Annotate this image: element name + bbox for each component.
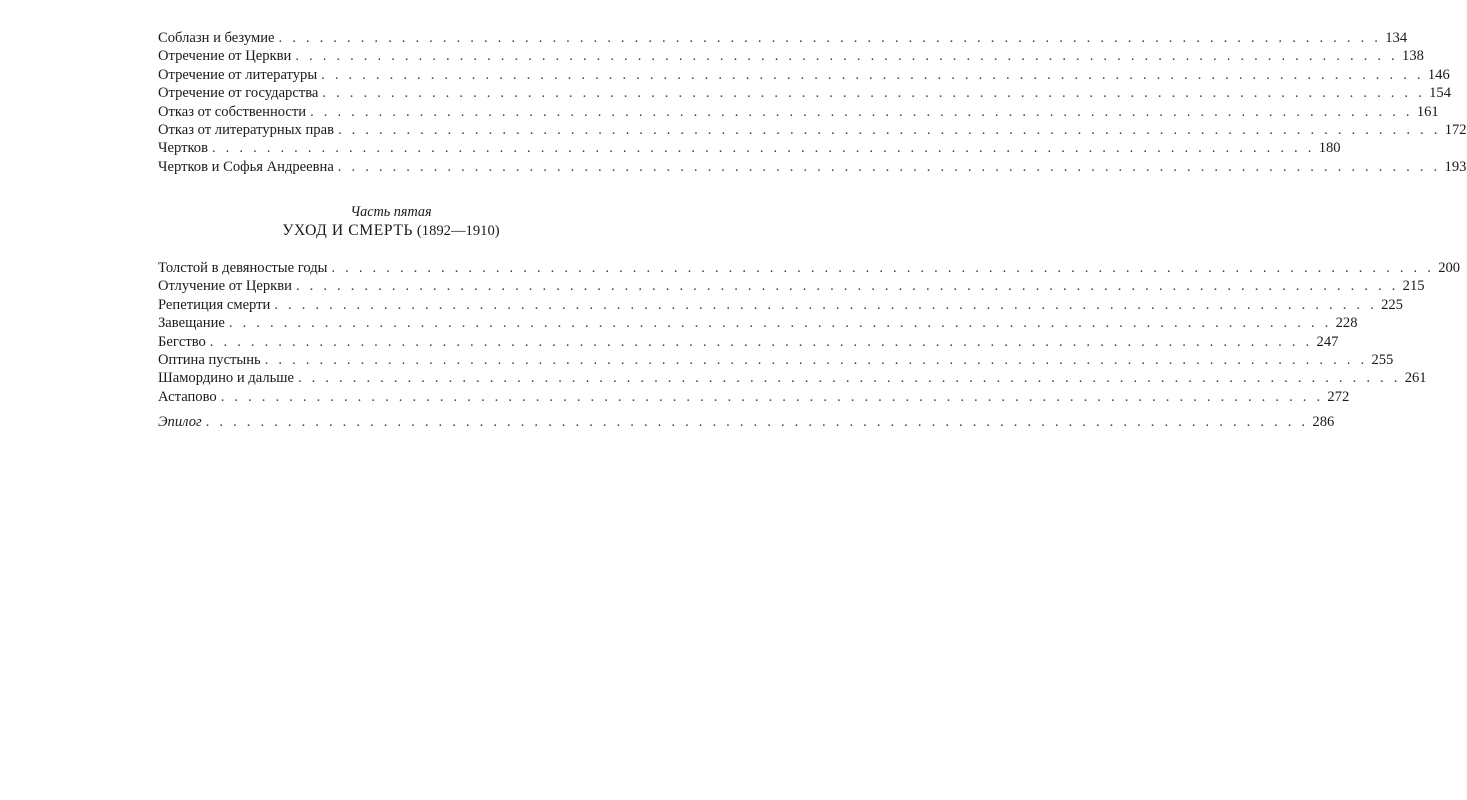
toc-leader: . . . . . . . . . . . . . . . . . . . . . . . . . . . . . . . . . . . . . . . . . . . . . . . . . . . . . . . . . . . . . . . . . . . . . . . . . . . . . . . . . (228, 315, 1332, 332)
toc-entry-title: Шамордино и дальше (158, 370, 294, 387)
toc-entry (158, 84, 1451, 102)
toc-entry (158, 351, 1394, 369)
part-years: (1892—1910) (416, 223, 500, 239)
toc-entry-page: 247 (1316, 333, 1339, 350)
toc-entry-title: Соблазн и безумие (158, 30, 275, 46)
toc-entry (158, 103, 1439, 121)
toc-leader: . . . . . . . . . . . . . . . . . . . . . . . . . . . . . . . . . . . . . . . . . . . . . . . . . . . . . . . . . . . . . . . . . . . . . . . . . . . . . . . . . (209, 333, 1313, 350)
toc-entry-title: Бегство (158, 333, 206, 350)
toc-entry-title: Репетиция смерти (158, 296, 271, 313)
toc-leader: . . . . . . . . . . . . . . . . . . . . . . . . . . . . . . . . . . . . . . . . . . . . . . . . . . . . . . . . . . . . . . . . . . . . . . . . . . . . . . . . . (274, 296, 1377, 313)
toc-leader: . . . . . . . . . . . . . . . . . . . . . . . . . . . . . . . . . . . . . . . . . . . . . . . . . . . . . . . . . . . . . . . . . . . . . . . . . . . . . . . . . (321, 66, 1424, 83)
toc-entry (158, 388, 1350, 406)
toc-list-part5 (158, 259, 1461, 406)
toc-entry-page: 154 (1429, 85, 1451, 102)
toc-entry-page: 180 (1318, 140, 1341, 157)
part-heading (158, 204, 624, 241)
toc-leader: . . . . . . . . . . . . . . . . . . . . . . . . . . . . . . . . . . . . . . . . . . . . . . . . . . . . . . . . . . . . . . . . . . . . . . . . . . . . . . . . . (295, 278, 1399, 295)
toc-entry-title: Отлучение от Церкви (158, 278, 292, 295)
toc-entry-page: 200 (1438, 260, 1461, 276)
toc-entry (158, 277, 1425, 295)
toc-entry-epilogue (158, 413, 1335, 431)
toc-leader: . . . . . . . . . . . . . . . . . . . . . . . . . . . . . . . . . . . . . . . . . . . . . . . . . . . . . . . . . . . . . . . . . . . . . . . . . . . . . . . . . (337, 158, 1441, 175)
toc-entry-page: 172 (1444, 121, 1467, 138)
toc-entry-page: 215 (1402, 278, 1425, 295)
toc-entry (158, 139, 1341, 157)
toc-leader: . . . . . . . . . . . . . . . . . . . . . . . . . . . . . . . . . . . . . . . . . . . . . . . . . . . . . . . . . . . . . . . . . . . . . . . . . . . . . . . . . (264, 351, 1368, 368)
toc-entry (158, 314, 1358, 332)
toc-entry-title: Отказ от литературных прав (158, 121, 334, 138)
toc-entry-page: 261 (1404, 370, 1427, 387)
toc-list-top (158, 29, 1467, 176)
toc-entry-title: Отречение от литературы (158, 66, 318, 83)
toc-entry (158, 158, 1467, 176)
toc-entry-title: Чертков и Софья Андреевна (158, 158, 334, 175)
toc-entry-title: Отказ от собственности (158, 103, 307, 120)
toc-entry-title: Чертков (158, 140, 208, 157)
toc-entry (158, 121, 1467, 139)
toc-entry (158, 369, 1427, 387)
part-label: Часть пятая (350, 204, 432, 220)
toc-entry-title: Завещание (158, 315, 225, 332)
toc-list-epilogue (158, 413, 1335, 431)
part-title-text: УХОД И СМЕРТЬ (282, 222, 413, 239)
toc-leader: . . . . . . . . . . . . . . . . . . . . . . . . . . . . . . . . . . . . . . . . . . . . . . . . . . . . . . . . . . . . . . . . . . . . . . . . . . . . . . . . . (220, 388, 1324, 405)
toc-entry-page: 225 (1381, 296, 1403, 313)
toc-leader: . . . . . . . . . . . . . . . . . . . . . . . . . . . . . . . . . . . . . . . . . . . . . . . . . . . . . . . . . . . . . . . . . . . . . . . . . . . . . . . . . (295, 48, 1398, 65)
toc-entry-page: 286 (1312, 414, 1335, 430)
toc-entry-page: 161 (1416, 103, 1439, 120)
toc-leader: . . . . . . . . . . . . . . . . . . . . . . . . . . . . . . . . . . . . . . . . . . . . . . . . . . . . . . . . . . . . . . . . . . . . . . . . . . . . . . . . . (337, 121, 1441, 138)
toc-entry-title: Эпилог (158, 414, 202, 430)
toc-entry (158, 66, 1450, 84)
toc-entry-title: Отречение от Церкви (158, 48, 292, 65)
toc-entry-title: Толстой в девяностые годы (158, 260, 328, 276)
toc-entry (158, 29, 1408, 47)
toc-leader: . . . . . . . . . . . . . . . . . . . . . . . . . . . . . . . . . . . . . . . . . . . . . . . . . . . . . . . . . . . . . . . . . . . . . . . . . . . . . . . . . (310, 103, 1413, 120)
toc-entry-page: 193 (1444, 158, 1467, 175)
toc-entry-title: Оптина пустынь (158, 351, 261, 368)
toc-leader: . . . . . . . . . . . . . . . . . . . . . . . . . . . . . . . . . . . . . . . . . . . . . . . . . . . . . . . . . . . . . . . . . . . . . . . . . . . . . . . . . (278, 30, 1382, 46)
toc-leader: . . . . . . . . . . . . . . . . . . . . . . . . . . . . . . . . . . . . . . . . . . . . . . . . . . . . . . . . . . . . . . . . . . . . . . . . . . . . . . . . . (322, 85, 1425, 102)
toc-entry-page: 138 (1402, 48, 1424, 65)
toc-entry-title: Астапово (158, 388, 217, 405)
toc-leader: . . . . . . . . . . . . . . . . . . . . . . . . . . . . . . . . . . . . . . . . . . . . . . . . . . . . . . . . . . . . . . . . . . . . . . . . . . . . . . . . . (205, 414, 1309, 430)
toc-entry (158, 47, 1424, 65)
toc-entry-title: Отречение от государства (158, 85, 319, 102)
toc-entry (158, 296, 1403, 314)
toc-entry-page: 146 (1427, 66, 1450, 83)
toc-leader: . . . . . . . . . . . . . . . . . . . . . . . . . . . . . . . . . . . . . . . . . . . . . . . . . . . . . . . . . . . . . . . . . . . . . . . . . . . . . . . . . (211, 140, 1315, 157)
part-title (158, 221, 624, 241)
toc-entry-page: 228 (1335, 315, 1358, 332)
toc-entry (158, 259, 1461, 277)
toc-leader: . . . . . . . . . . . . . . . . . . . . . . . . . . . . . . . . . . . . . . . . . . . . . . . . . . . . . . . . . . . . . . . . . . . . . . . . . . . . . . . . . (297, 370, 1401, 387)
toc-entry-page: 255 (1371, 351, 1394, 368)
toc-entry (158, 333, 1339, 351)
toc-entry-page: 134 (1385, 30, 1408, 46)
toc-leader: . . . . . . . . . . . . . . . . . . . . . . . . . . . . . . . . . . . . . . . . . . . . . . . . . . . . . . . . . . . . . . . . . . . . . . . . . . . . . . . . . (331, 260, 1435, 276)
toc-entry-page: 272 (1327, 388, 1350, 405)
